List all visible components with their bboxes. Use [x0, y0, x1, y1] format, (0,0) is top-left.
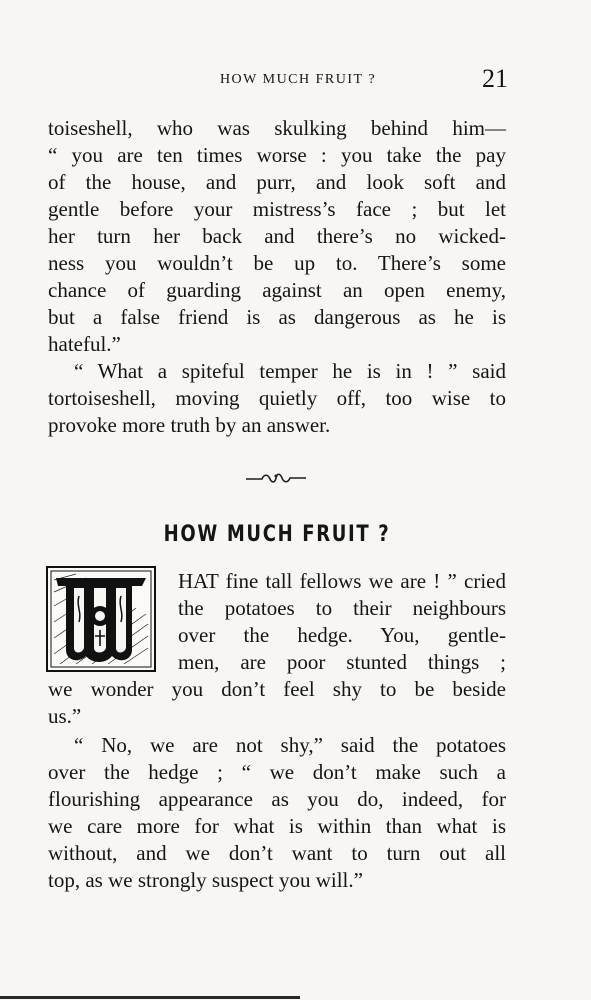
text-line: of the house, and purr, and look soft and: [48, 170, 506, 194]
text-line: we wonder you don’t feel shy to be beside: [48, 677, 506, 701]
text-line: without, and we don’t want to turn out all: [48, 841, 506, 865]
text-line: chance of guarding against an open enemy,: [48, 278, 506, 302]
page-edge-mark: [0, 996, 300, 999]
text-line: flourishing appearance as you do, indeed, for: [48, 787, 506, 811]
section-heading: HOW MUCH FRUIT ?: [163, 522, 391, 547]
drop-cap-line: over the hedge. You, gentle-: [178, 623, 506, 647]
text-line: but a false friend is as dangerous as he is: [48, 305, 506, 329]
text-line: us.”: [48, 704, 82, 728]
text-line: her turn her back and there’s no wicked-: [48, 224, 506, 248]
running-head: [48, 66, 508, 96]
drop-cap-line: the potatoes to their neighbours: [178, 596, 506, 620]
ornamental-drop-cap-w: [46, 566, 156, 672]
drop-cap-line: men, are poor stunted things ;: [178, 650, 506, 674]
running-title: HOW MUCH FRUIT ?: [219, 72, 377, 87]
page-number: 21: [482, 64, 508, 93]
drop-cap-line: HAT fine tall fellows we are ! ” cried: [178, 569, 506, 593]
text-line: hateful.”: [48, 332, 121, 356]
text-line: top, as we strongly suspect you will.”: [48, 868, 363, 892]
text-line: “ you are ten times worse : you take the pay: [48, 143, 506, 167]
text-line: over the hedge ; “ we don’t make such a: [48, 760, 506, 784]
text-line: gentle before your mistress’s face ; but let: [48, 197, 506, 221]
text-line: provoke more truth by an answer.: [48, 413, 331, 437]
text-line: we care more for what is within than what is: [48, 814, 506, 838]
text-line: “ No, we are not shy,” said the potatoes: [74, 733, 506, 757]
text-line: toiseshell, who was skulking behind him—: [48, 116, 506, 140]
text-line: “ What a spiteful temper he is in ! ” said: [74, 359, 506, 383]
section-divider-ornament: [244, 470, 308, 486]
text-line: tortoiseshell, moving quietly off, too wise to: [48, 386, 506, 410]
text-line: ness you wouldn’t be up to. There’s some: [48, 251, 506, 275]
